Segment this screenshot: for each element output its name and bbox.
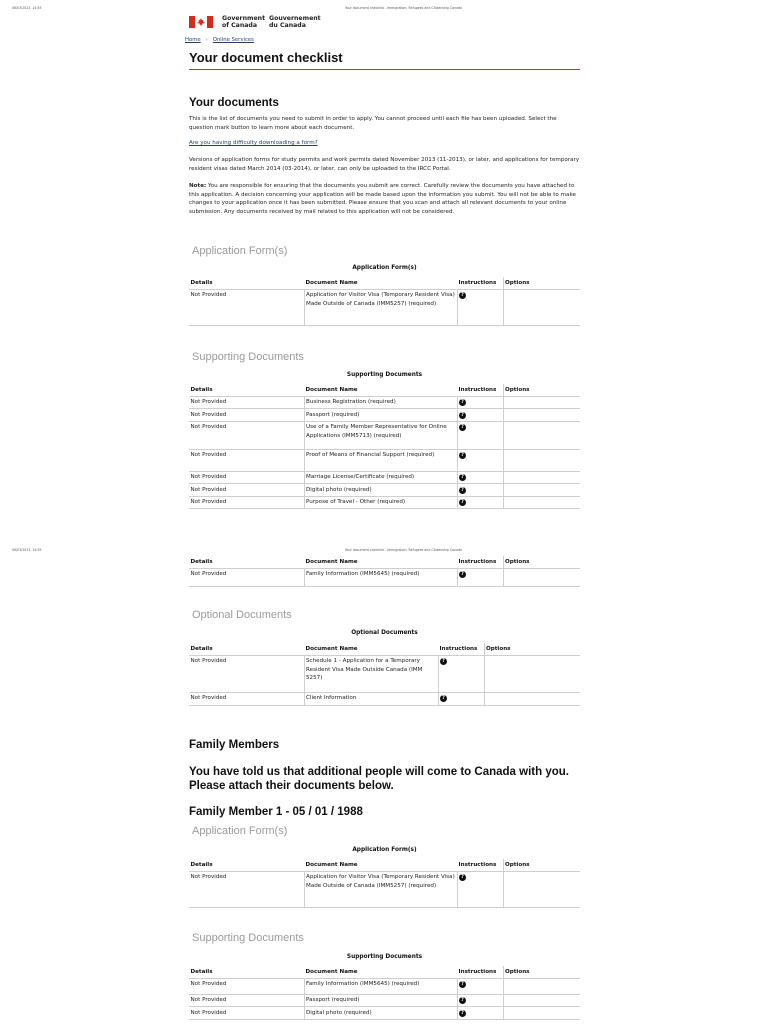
- col-instructions: Instructions: [457, 277, 503, 289]
- col-document-name: Document Name: [304, 643, 438, 655]
- supporting-documents-heading: Supporting Documents: [192, 351, 304, 363]
- col-instructions: Instructions: [457, 966, 503, 978]
- note-body: You are responsible for ensuring that the documents you submit are correct. Carefully review the documents you have attached to this application. A decision concerning your application will be made based upon the information you submit. You will not be able to make changes to your application once it has been submitted. Please ensure that you scan and attach all relevant documents to your online submission. Any documents received by mail related to this application will not be considered.: [189, 183, 576, 215]
- col-details: Details: [189, 556, 304, 568]
- supporting-documents-table-continued: [189, 556, 580, 587]
- fm1-supporting-documents-caption: Supporting Documents: [346, 954, 423, 960]
- row-options: [503, 871, 580, 907]
- fm1-supporting-documents-table: [189, 966, 580, 1020]
- row-document-name: Client Information: [304, 692, 438, 705]
- col-details: Details: [189, 859, 304, 871]
- application-forms-caption: Application Form(s): [352, 265, 417, 271]
- row-options: [503, 449, 580, 471]
- row-document-name: Passport (required): [304, 409, 457, 422]
- row-document-name: Passport (required): [304, 994, 457, 1007]
- table-row: [189, 409, 580, 422]
- page-title: Your document checklist: [189, 50, 343, 65]
- col-instructions: Instructions: [438, 643, 484, 655]
- table-header-row: [189, 643, 580, 655]
- help-icon[interactable]: ?: [459, 452, 466, 459]
- breadcrumb-home-link[interactable]: Home: [185, 37, 201, 43]
- help-icon[interactable]: ?: [459, 424, 466, 431]
- row-details: Not Provided: [189, 978, 304, 994]
- row-options: [503, 409, 580, 422]
- row-options: [503, 994, 580, 1007]
- col-document-name: Document Name: [304, 277, 457, 289]
- help-icon[interactable]: ?: [459, 412, 466, 419]
- row-options: [484, 655, 580, 692]
- table-row: [189, 655, 580, 692]
- row-options: [484, 692, 580, 705]
- row-document-name: Family Information (IMM5645) (required): [304, 568, 457, 586]
- breadcrumb-separator: ›: [205, 37, 208, 43]
- help-icon[interactable]: ?: [459, 997, 466, 1004]
- table-row: [189, 871, 580, 907]
- table-row: [189, 484, 580, 497]
- col-options: Options: [503, 384, 580, 396]
- col-instructions: Instructions: [457, 556, 503, 568]
- supporting-documents-caption: Supporting Documents: [346, 372, 423, 378]
- row-details: Not Provided: [189, 692, 304, 705]
- note-label: Note:: [189, 183, 207, 189]
- row-document-name: Family Information (IMM5645) (required): [304, 978, 457, 994]
- table-header-row: [189, 384, 580, 396]
- row-details: Not Provided: [189, 1007, 304, 1020]
- fm1-application-forms-caption: Application Form(s): [352, 847, 417, 853]
- row-details: Not Provided: [189, 449, 304, 471]
- help-icon[interactable]: ?: [459, 571, 466, 578]
- print-datetime-page2: 06/03/2023, 14:55: [12, 548, 42, 552]
- col-options: Options: [503, 859, 580, 871]
- row-options: [503, 568, 580, 586]
- help-icon[interactable]: ?: [459, 399, 466, 406]
- help-icon[interactable]: ?: [459, 981, 466, 988]
- gov-name-fr: Gouvernement du Canada: [269, 15, 321, 29]
- table-row: [189, 1007, 580, 1020]
- application-forms-table: [189, 277, 580, 326]
- help-icon[interactable]: ?: [459, 474, 466, 481]
- col-options: Options: [503, 277, 580, 289]
- col-details: Details: [189, 277, 304, 289]
- col-details: Details: [189, 643, 304, 655]
- row-options: [503, 978, 580, 994]
- optional-documents-table: [189, 643, 580, 706]
- row-options: [503, 471, 580, 484]
- row-options: [503, 396, 580, 409]
- row-details: Not Provided: [189, 484, 304, 497]
- your-documents-heading: Your documents: [189, 97, 279, 109]
- versions-text: Versions of application forms for study permits and work permits dated November 2013 (11-2013), or later, and applications for temporary resident visas dated March 2014 (03-2014), or later, can only be uploaded to the IRCC Portal.: [189, 157, 580, 172]
- col-document-name: Document Name: [304, 859, 457, 871]
- fm1-supporting-documents-heading: Supporting Documents: [192, 932, 304, 944]
- col-options: Options: [503, 556, 580, 568]
- help-icon[interactable]: ?: [459, 499, 466, 506]
- application-forms-heading: Application Form(s): [192, 245, 288, 257]
- row-details: Not Provided: [189, 655, 304, 692]
- table-row: [189, 994, 580, 1007]
- row-options: [503, 289, 580, 325]
- breadcrumb: [185, 37, 254, 43]
- table-row: [189, 449, 580, 471]
- table-row: [189, 471, 580, 484]
- col-document-name: Document Name: [304, 556, 457, 568]
- row-options: [503, 421, 580, 449]
- family-told-us-text: You have told us that additional people will come to Canada with you. Please attach their documents below.: [189, 766, 569, 792]
- table-header-row: [189, 556, 580, 568]
- table-row: [189, 421, 580, 449]
- table-header-row: [189, 966, 580, 978]
- family-member-1-heading: Family Member 1 - 05 / 01 / 1988: [189, 806, 363, 818]
- table-row: [189, 978, 580, 994]
- col-document-name: Document Name: [304, 384, 457, 396]
- fm1-application-forms-table: [189, 859, 580, 908]
- help-icon[interactable]: ?: [440, 658, 447, 665]
- row-details: Not Provided: [189, 471, 304, 484]
- col-options: Options: [484, 643, 580, 655]
- col-details: Details: [189, 384, 304, 396]
- row-details: Not Provided: [189, 568, 304, 586]
- print-page-title: Your document checklist - Immigration, Refugees and Citizenship Canada: [345, 6, 462, 10]
- row-details: Not Provided: [189, 421, 304, 449]
- row-details: Not Provided: [189, 871, 304, 907]
- row-document-name: Proof of Means of Financial Support (required): [304, 449, 457, 471]
- row-options: [503, 1007, 580, 1020]
- print-datetime: 06/03/2023, 14:55: [12, 6, 42, 10]
- row-document-name: Marriage License/Certificate (required): [304, 471, 457, 484]
- gov-name-en: Government of Canada: [222, 15, 266, 29]
- row-document-name: Digital photo (required): [304, 484, 457, 497]
- row-document-name: Purpose of Travel - Other (required): [304, 496, 457, 509]
- row-document-name: Schedule 1 - Application for a Temporary Resident Visa Made Outside Canada (IMM 5257): [304, 655, 438, 692]
- col-document-name: Document Name: [304, 966, 457, 978]
- row-details: Not Provided: [189, 396, 304, 409]
- row-details: Not Provided: [189, 496, 304, 509]
- optional-documents-heading: Optional Documents: [192, 609, 292, 621]
- fm1-application-forms-heading: Application Form(s): [192, 825, 288, 837]
- col-instructions: Instructions: [457, 859, 503, 871]
- help-icon[interactable]: ?: [459, 487, 466, 494]
- table-row: [189, 396, 580, 409]
- intro-text: This is the list of documents you need to submit in order to apply. You cannot proceed until each file has been uploaded. Select the question mark button to learn more about each document.: [189, 116, 557, 131]
- optional-documents-caption: Optional Documents: [351, 630, 418, 636]
- breadcrumb-online-services-link[interactable]: Online Services: [212, 37, 254, 43]
- help-icon[interactable]: ?: [459, 292, 466, 299]
- canada-flag-icon: [189, 16, 213, 28]
- row-details: Not Provided: [189, 994, 304, 1007]
- row-document-name: Digital photo (required): [304, 1007, 457, 1020]
- table-row: [189, 692, 580, 705]
- row-details: Not Provided: [189, 409, 304, 422]
- row-details: Not Provided: [189, 289, 304, 325]
- help-icon[interactable]: ?: [440, 695, 447, 702]
- row-document-name: Use of a Family Member Representative for Online Applications (IMM5713) (required): [304, 421, 457, 449]
- row-document-name: Application for Visitor Visa (Temporary Resident Visa) Made Outside of Canada (IMM5257) (required): [304, 871, 457, 907]
- col-details: Details: [189, 966, 304, 978]
- help-icon[interactable]: ?: [459, 1010, 466, 1017]
- family-members-heading: Family Members: [189, 739, 280, 751]
- row-document-name: Application for Visitor Visa (Temporary Resident Visa) Made Outside of Canada (IMM5257) (required): [304, 289, 457, 325]
- print-page-title-page2: Your document checklist - Immigration, Refugees and Citizenship Canada: [345, 548, 462, 552]
- col-options: Options: [503, 966, 580, 978]
- table-header-row: [189, 277, 580, 289]
- supporting-documents-table: [189, 384, 580, 509]
- row-options: [503, 484, 580, 497]
- row-document-name: Business Registration (required): [304, 396, 457, 409]
- download-difficulty-link[interactable]: Are you having difficulty downloading a form?: [189, 140, 318, 146]
- table-row: [189, 496, 580, 509]
- help-icon[interactable]: ?: [459, 874, 466, 881]
- table-row: [189, 289, 580, 325]
- table-row: [189, 568, 580, 586]
- col-instructions: Instructions: [457, 384, 503, 396]
- title-divider: [189, 69, 580, 70]
- note-text: [189, 182, 580, 216]
- table-header-row: [189, 859, 580, 871]
- row-options: [503, 496, 580, 509]
